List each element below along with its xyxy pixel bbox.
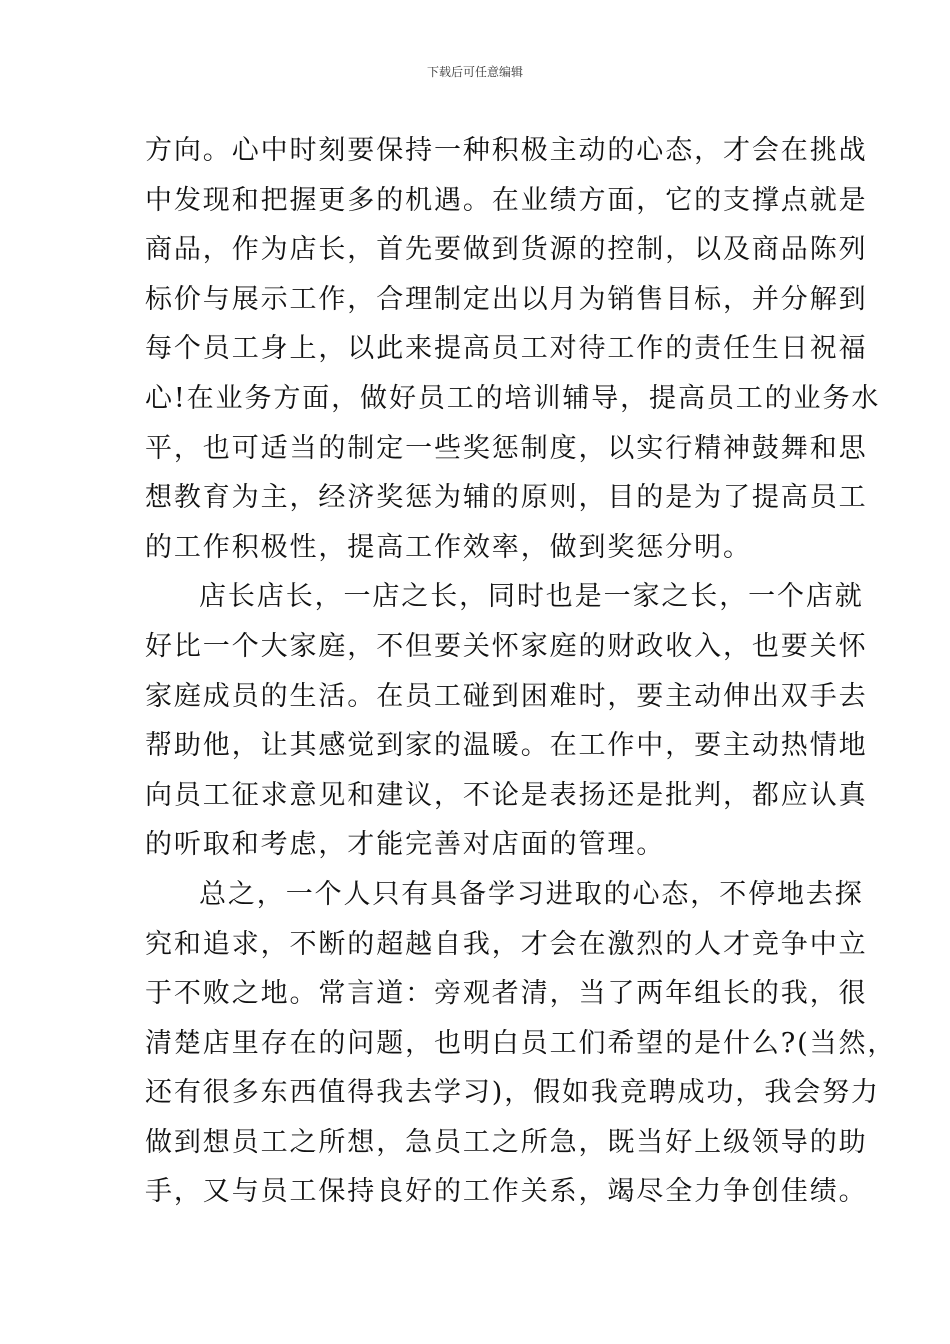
text-line: 心!在业务方面，做好员工的培训辅导，提高员工的业务水: [145, 382, 881, 414]
text-line: 究和追求，不断的超越自我，才会在激烈的人才竞争中立: [145, 928, 868, 960]
text-line: 手，又与员工保持良好的工作关系，竭尽全力争创佳绩。: [145, 1176, 868, 1208]
paragraph-start-line: 总之，一个人只有具备学习进取的心态，不停地去探: [199, 878, 864, 910]
text-line: 向员工征求意见和建议，不论是表扬还是批判，都应认真: [145, 779, 868, 811]
text-line: 商品，作为店长，首先要做到货源的控制，以及商品陈列: [145, 234, 868, 266]
text-line: 还有很多东西值得我去学习)，假如我竞聘成功，我会努力: [145, 1077, 880, 1109]
text-line: 平，也可适当的制定一些奖惩制度，以实行精神鼓舞和思: [145, 432, 868, 464]
text-line: 的工作积极性，提高工作效率，做到奖惩分明。: [145, 531, 752, 563]
body-text: [145, 126, 897, 1217]
page-header: 下载后可任意编辑: [426, 65, 523, 79]
text-line: 想教育为主，经济奖惩为辅的原则，目的是为了提高员工: [145, 482, 868, 514]
text-line: 的听取和考虑，才能完善对店面的管理。: [145, 829, 666, 861]
text-line: 方向。心中时刻要保持一种积极主动的心态，才会在挑战: [145, 135, 868, 166]
text-line: 中发现和把握更多的机遇。在业绩方面，它的支撑点就是: [145, 184, 868, 216]
text-line: 帮助他，让其感觉到家的温暖。在工作中，要主动热情地: [145, 730, 868, 762]
text-line: 清楚店里存在的问题，也明白员工们希望的是什么?(当然，: [145, 1027, 897, 1059]
text-line: 家庭成员的生活。在员工碰到困难时，要主动伸出双手去: [145, 680, 868, 712]
text-line: 好比一个大家庭，不但要关怀家庭的财政收入，也要关怀: [145, 630, 868, 662]
paragraph-start-line: 店长店长，一店之长，同时也是一家之长，一个店就: [199, 581, 864, 613]
text-line: 做到想员工之所想，急员工之所急，既当好上级领导的助: [145, 1126, 868, 1158]
text-line: 每个员工身上，以此来提高员工对待工作的责任生日祝福: [145, 333, 868, 365]
text-line: 标价与展示工作，合理制定出以月为销售目标，并分解到: [145, 283, 868, 315]
text-line: 于不败之地。常言道：旁观者清，当了两年组长的我，很: [145, 978, 868, 1010]
